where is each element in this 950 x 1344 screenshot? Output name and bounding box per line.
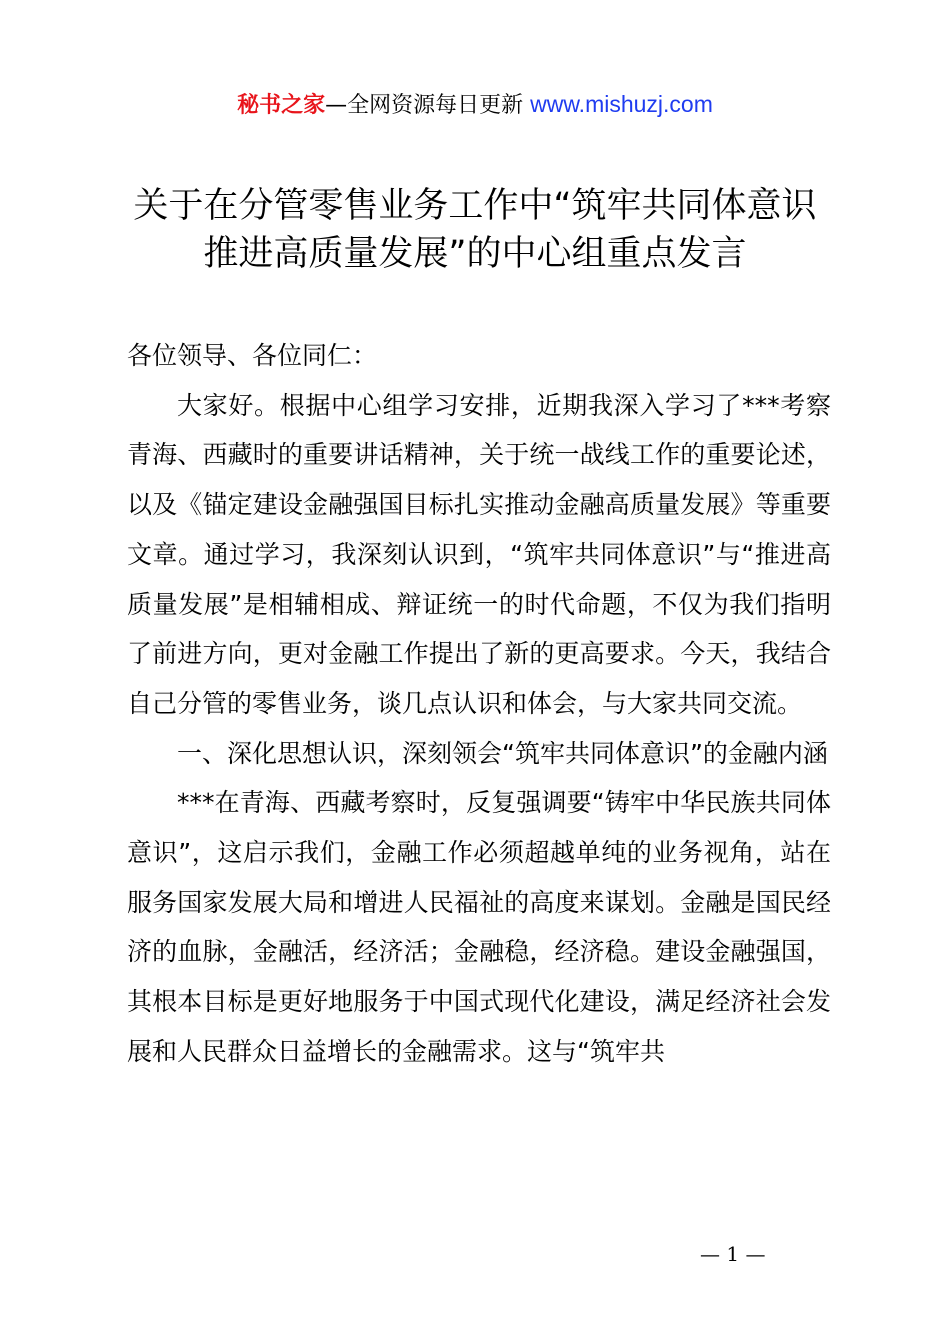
brand-name: 秘书之家	[237, 93, 326, 118]
body-paragraph-intro: 大家好。根据中心组学习安排，近期我深入学习了***考察青海、西藏时的重要讲话精神，关于统一战线工作的重要论述，以及《锚定建设金融强国目标扎实推动金融高质量发展》等重要文章。通过学习，我深刻认识到，“筑牢共同体意识”与“推进高质量发展”是相辅相成、辩证统一的时代命题，不仅为我们指明了前进方向，更对金融工作提出了新的更高要求。今天，我结合自己分管的零售业务，谈几点认识和体会，与大家共同交流。	[127, 390, 831, 718]
site-url-link[interactable]: www.mishuzj.com	[530, 91, 713, 117]
section-heading-1: 一、深化思想认识，深刻领会“筑牢共同体意识”的金融内涵	[177, 738, 828, 768]
title-line-1: 关于在分管零售业务工作中“筑牢共同体意识	[133, 186, 817, 226]
title-line-2: 推进高质量发展”的中心组重点发言	[203, 234, 747, 274]
salutation: 各位领导、各位同仁：	[127, 341, 378, 370]
body-paragraph-section-1: ***在青海、西藏考察时，反复强调要“铸牢中华民族共同体意识”，这启示我们，金融工作必须超越单纯的业务视角，站在服务国家发展大局和增进人民福祉的高度来谋划。金融是国民经济的血脉，金融活，经济活；金融稳，经济稳。建设金融强国，其根本目标是更好地服务于中国式现代化建设，满足经济社会发展和人民群众日益增长的金融需求。这与“筑牢共	[127, 788, 831, 1066]
page-number: — 1 —	[700, 1242, 766, 1266]
header-tagline: —全网资源每日更新	[325, 93, 531, 118]
site-header	[0, 88, 950, 122]
document-body	[127, 331, 831, 1077]
document-title	[80, 182, 870, 278]
